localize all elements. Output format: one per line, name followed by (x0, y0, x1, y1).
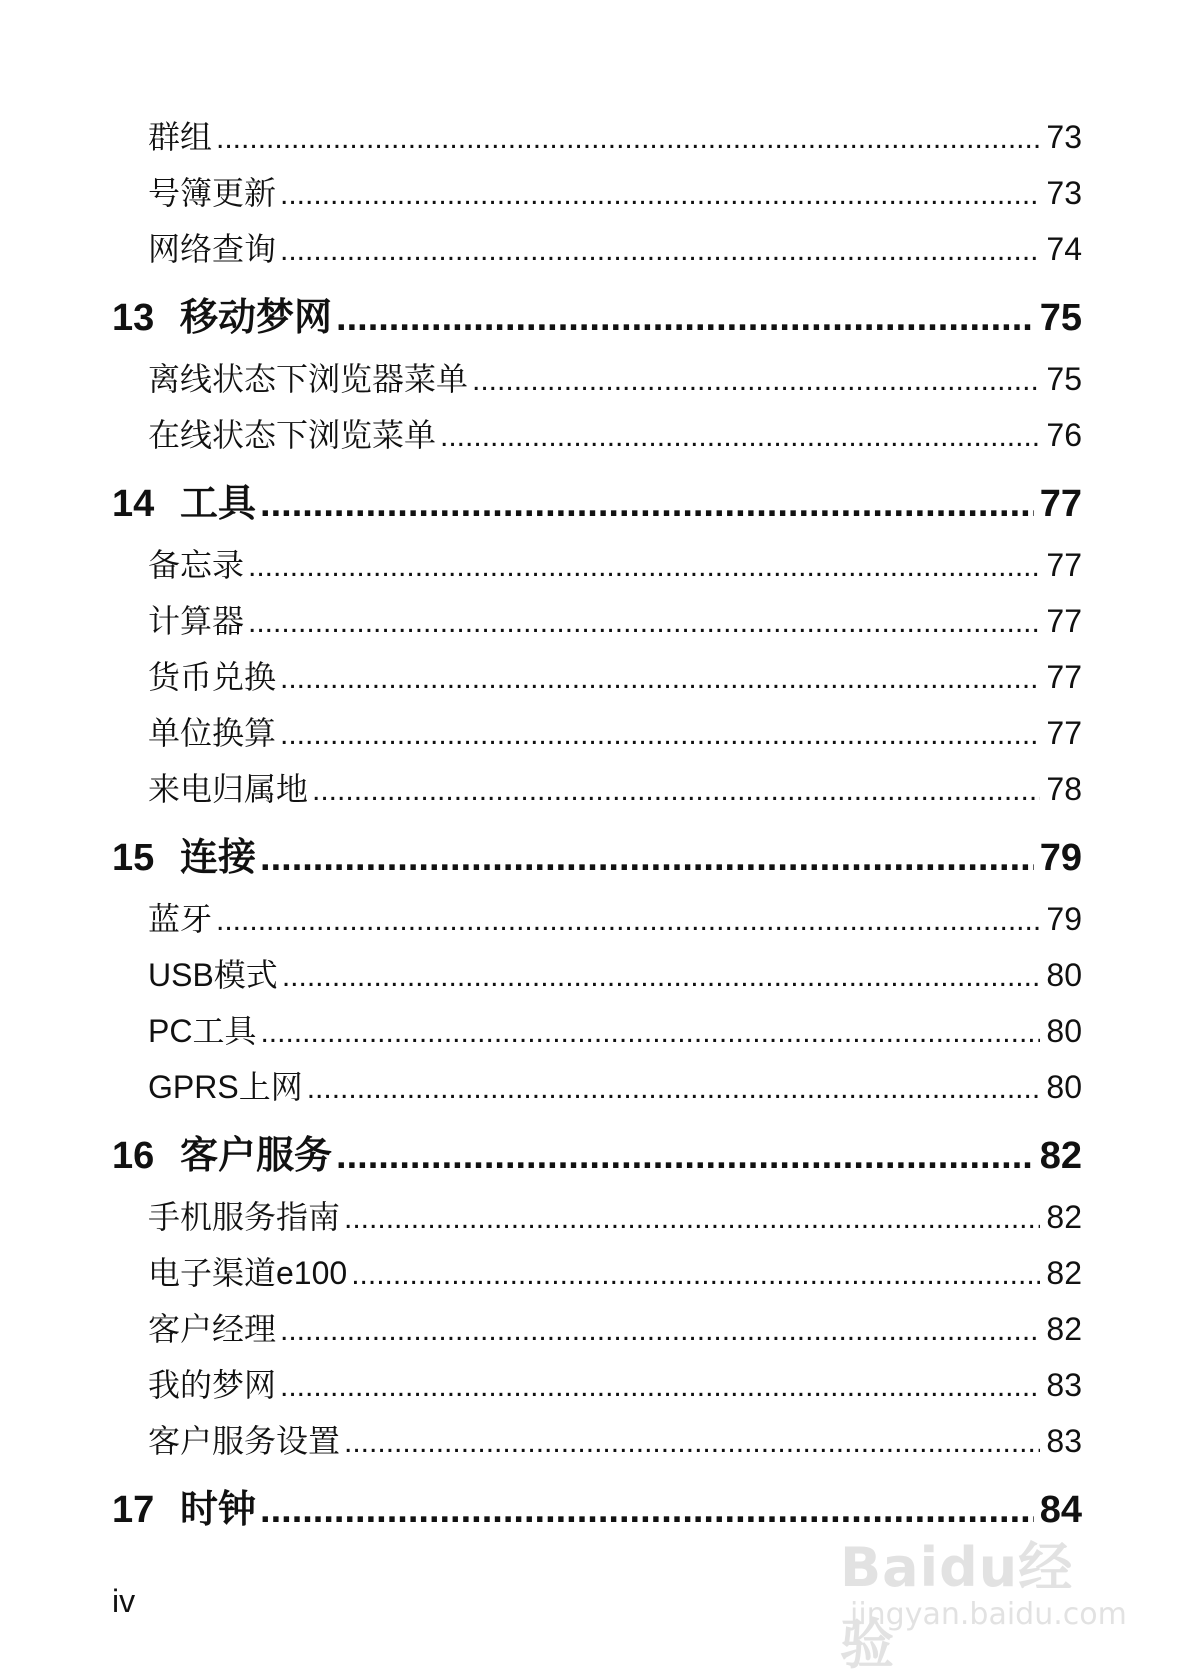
entry-title: 客户服务设置 (148, 1423, 341, 1459)
chapter-label: 连接 (180, 837, 257, 879)
chapter-title (112, 286, 332, 350)
toc-entry[interactable] (112, 948, 1082, 1004)
toc-entry[interactable] (112, 1302, 1082, 1358)
entry-title: 蓝牙 (148, 901, 213, 937)
dot-leader (260, 472, 1034, 536)
toc-entry[interactable] (112, 892, 1082, 948)
entry-title: 号簿更新 (148, 175, 277, 211)
page-ref: 78 (1046, 771, 1082, 807)
toc-entry[interactable] (112, 1004, 1082, 1060)
page-ref: 83 (1046, 1367, 1082, 1403)
entry-title: USB模式 (148, 957, 278, 993)
page-ref: 84 (1039, 1489, 1082, 1531)
entry-title: GPRS上网 (148, 1069, 303, 1105)
entry-title: 群组 (148, 119, 213, 155)
entry-title: 备忘录 (148, 547, 245, 583)
toc-chapter[interactable] (112, 472, 1082, 536)
toc-entry[interactable] (112, 538, 1082, 594)
dot-leader (216, 111, 1040, 166)
dot-leader (307, 1061, 1041, 1116)
entry-title: 客户经理 (148, 1311, 277, 1347)
toc-entry[interactable] (112, 352, 1082, 408)
toc-entry[interactable] (112, 222, 1082, 278)
watermark-url: jingyan.baidu.com (850, 1597, 1127, 1632)
page-ref: 80 (1046, 1013, 1082, 1049)
dot-leader (344, 1415, 1040, 1470)
toc-entry[interactable] (112, 1190, 1082, 1246)
entry-title: 离线状态下浏览器菜单 (148, 361, 469, 397)
entry-title: 网络查询 (148, 231, 277, 267)
dot-leader (280, 223, 1040, 278)
toc-entry[interactable] (112, 706, 1082, 762)
dot-leader (280, 167, 1040, 222)
page-number: iv (112, 1583, 136, 1619)
dot-leader (280, 707, 1040, 762)
page-ref: 74 (1046, 231, 1082, 267)
page-ref: 80 (1046, 957, 1082, 993)
dot-leader (280, 1303, 1040, 1358)
entry-title: 货币兑换 (148, 659, 277, 695)
page-ref: 82 (1046, 1311, 1082, 1347)
dot-leader (260, 1005, 1040, 1060)
watermark-brand: Baidu经验 (840, 1536, 1074, 1676)
page-ref: 79 (1046, 901, 1082, 937)
page-ref: 79 (1039, 837, 1082, 879)
toc-chapter[interactable] (112, 1124, 1082, 1188)
page-ref: 77 (1046, 659, 1082, 695)
page-ref: 82 (1046, 1255, 1082, 1291)
toc-entry[interactable] (112, 408, 1082, 464)
dot-leader (248, 539, 1040, 594)
dot-leader (280, 1359, 1040, 1414)
dot-leader (216, 893, 1040, 948)
dot-leader (260, 826, 1034, 890)
dot-leader (440, 409, 1040, 464)
page-ref: 73 (1046, 175, 1082, 211)
page-ref: 77 (1046, 603, 1082, 639)
dot-leader (344, 1191, 1040, 1246)
chapter-number: 17 (112, 1489, 155, 1531)
chapter-label: 时钟 (180, 1489, 257, 1531)
dot-leader (312, 763, 1040, 818)
toc-entry[interactable] (112, 1414, 1082, 1470)
chapter-number: 16 (112, 1135, 155, 1177)
dot-leader (472, 353, 1040, 408)
toc-entry[interactable] (112, 1358, 1082, 1414)
chapter-title (112, 472, 256, 536)
toc-entry[interactable] (112, 1060, 1082, 1116)
toc-entry[interactable] (112, 594, 1082, 650)
table-of-contents (112, 110, 1082, 1544)
entry-title: 手机服务指南 (148, 1199, 341, 1235)
chapter-label: 客户服务 (180, 1135, 333, 1177)
page-ref: 73 (1046, 119, 1082, 155)
chapter-number: 14 (112, 483, 155, 525)
chapter-title (112, 1124, 332, 1188)
entry-title: 计算器 (148, 603, 245, 639)
entry-title: 电子渠道e100 (148, 1255, 348, 1291)
dot-leader (280, 651, 1040, 706)
entry-title: 单位换算 (148, 715, 277, 751)
entry-title: PC工具 (148, 1013, 257, 1049)
entry-title: 我的梦网 (148, 1367, 277, 1403)
dot-leader (336, 286, 1034, 350)
entry-title: 在线状态下浏览菜单 (148, 417, 437, 453)
toc-chapter[interactable] (112, 286, 1082, 350)
page-ref: 83 (1046, 1423, 1082, 1459)
baidu-watermark (840, 1525, 1127, 1676)
page-ref: 82 (1046, 1199, 1082, 1235)
toc-entry[interactable] (112, 166, 1082, 222)
chapter-number: 15 (112, 837, 155, 879)
page-ref: 76 (1046, 417, 1082, 453)
chapter-title (112, 1478, 256, 1542)
chapter-title (112, 826, 256, 890)
entry-title: 来电归属地 (148, 771, 309, 807)
dot-leader (282, 949, 1041, 1004)
dot-leader (248, 595, 1040, 650)
page-ref: 75 (1046, 361, 1082, 397)
toc-entry[interactable] (112, 110, 1082, 166)
chapter-label: 移动梦网 (180, 297, 333, 339)
page-ref: 77 (1046, 547, 1082, 583)
dot-leader (351, 1247, 1040, 1302)
toc-entry[interactable] (112, 650, 1082, 706)
chapter-number: 13 (112, 297, 155, 339)
toc-entry[interactable] (112, 1246, 1082, 1302)
page-ref: 80 (1046, 1069, 1082, 1105)
toc-entry[interactable] (112, 762, 1082, 818)
chapter-label: 工具 (180, 483, 257, 525)
page-ref: 77 (1039, 483, 1082, 525)
page-ref: 77 (1046, 715, 1082, 751)
dot-leader (336, 1124, 1034, 1188)
toc-chapter[interactable] (112, 826, 1082, 890)
page-ref: 75 (1039, 297, 1082, 339)
page-ref: 82 (1039, 1135, 1082, 1177)
